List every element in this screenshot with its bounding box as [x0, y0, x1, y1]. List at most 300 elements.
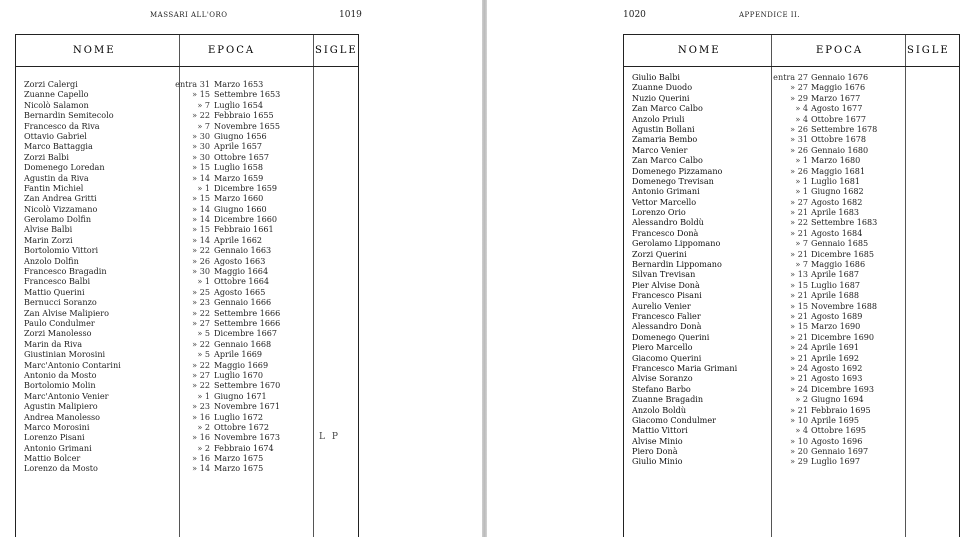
entry-day: » 1 — [197, 276, 210, 287]
entry-date: Settembre 1670 — [214, 380, 281, 391]
table-row — [624, 238, 959, 248]
entry-date: Dicembre 1660 — [214, 214, 278, 225]
entry-name: Giulio Minio — [632, 456, 683, 467]
entry-name: Marc'Antonio Contarini — [24, 359, 121, 370]
table-row — [16, 401, 358, 411]
table-row — [624, 280, 959, 290]
left-page — [0, 0, 482, 537]
entry-date: Agosto 1693 — [811, 373, 863, 384]
entry-date: Dicembre 1693 — [811, 383, 875, 394]
entry-day: » 15 — [192, 224, 210, 235]
table-row — [16, 266, 358, 276]
table-row — [624, 425, 959, 435]
table-row — [16, 370, 358, 380]
table-row — [624, 415, 959, 425]
entry-day: » 25 — [192, 286, 210, 297]
entry-date: Giugno 1656 — [214, 130, 267, 141]
entry-date: Settembre 1666 — [214, 307, 281, 318]
entry-day: » 21 — [790, 248, 808, 259]
entry-day: » 14 — [192, 234, 210, 245]
entry-name: Pier Alvise Donà — [632, 279, 700, 290]
entry-date: Aprile 1683 — [811, 207, 860, 218]
entry-day: » 7 — [197, 120, 210, 131]
entry-day: » 26 — [192, 255, 210, 266]
table-row — [16, 79, 358, 89]
entry-date: Dicembre 1690 — [811, 331, 875, 342]
entry-name: Aurelio Venier — [632, 300, 691, 311]
entry-name: Fantin Michiel — [24, 182, 84, 193]
entry-day: » 7 — [197, 99, 210, 110]
entry-date: Aprile 1687 — [811, 269, 860, 280]
entry-name: Alvise Balbi — [24, 224, 73, 235]
table-row — [16, 110, 358, 120]
table-row — [16, 183, 358, 193]
table-row — [16, 360, 358, 370]
entry-name: Mattio Bolcer — [24, 453, 81, 464]
entry-date: Agosto 1696 — [811, 435, 863, 446]
entry-name: Francesco da Riva — [24, 120, 100, 131]
entry-date: Gennaio 1685 — [811, 238, 869, 249]
entry-date: Maggio 1676 — [811, 82, 866, 93]
entry-day: » 21 — [790, 310, 808, 321]
entry-name: Bernardin Lippomano — [632, 259, 722, 270]
entry-name: Alessandro Donà — [632, 321, 702, 332]
entry-date: Aprile 1662 — [214, 234, 263, 245]
register-table — [623, 34, 960, 537]
table-row — [16, 339, 358, 349]
entry-date: Marzo 1659 — [214, 172, 264, 183]
entry-date: Maggio 1681 — [811, 165, 866, 176]
entry-day: » 5 — [197, 328, 210, 339]
entry-day: » 16 — [192, 432, 210, 443]
table-row — [16, 235, 358, 245]
entry-name: Antonio Grimani — [632, 186, 700, 197]
table-row — [624, 145, 959, 155]
entry-date: Novembre 1655 — [214, 120, 281, 131]
entry-name: Giulio Balbi — [632, 72, 681, 82]
entry-day: » 31 — [790, 134, 808, 145]
entry-date: Aprile 1657 — [214, 141, 263, 152]
entry-name: Marco Battaggia — [24, 141, 93, 152]
entry-day: » 30 — [192, 151, 210, 162]
entry-date: Aprile 1669 — [214, 349, 263, 360]
entry-date: Febbraio 1695 — [811, 404, 871, 415]
entry-name: Agustin Bollani — [632, 123, 695, 134]
table-row — [624, 72, 959, 82]
entry-name: Antonio da Mosto — [24, 369, 97, 380]
entry-name: Lorenzo Pisani — [24, 432, 85, 443]
entry-date: Giugno 1671 — [214, 390, 267, 401]
entry-date: Febbraio 1661 — [214, 224, 274, 235]
entry-name: Ottavio Gabriel — [24, 130, 87, 141]
table-row — [16, 256, 358, 266]
entry-day: » 16 — [192, 411, 210, 422]
entry-day: » 27 — [790, 82, 808, 93]
entry-name: Lorenzo Orio — [632, 207, 686, 218]
entry-day: » 21 — [790, 331, 808, 342]
entry-day: » 15 — [790, 300, 808, 311]
entry-date: Novembre 1673 — [214, 432, 281, 443]
header-nome: NOME — [678, 45, 721, 56]
entry-day: » 14 — [192, 214, 210, 225]
entry-date: Ottobre 1677 — [811, 113, 867, 124]
entry-date: Luglio 1670 — [214, 369, 263, 380]
entry-date: Agosto 1689 — [811, 310, 863, 321]
table-row — [16, 463, 358, 473]
table-row — [16, 162, 358, 172]
entry-day: » 15 — [192, 162, 210, 173]
entry-name: Nicolò Vizzamano — [24, 203, 98, 214]
entry-day: » 23 — [192, 297, 210, 308]
entry-day: » 21 — [790, 290, 808, 301]
table-row — [16, 276, 358, 286]
entry-name: Giacomo Condulmer — [632, 414, 717, 425]
entry-day: » 22 — [192, 110, 210, 121]
table-body — [624, 72, 959, 467]
entry-date: Ottobre 1657 — [214, 151, 270, 162]
header-epoca: EPOCA — [816, 45, 864, 56]
table-row — [624, 249, 959, 259]
table-row — [624, 155, 959, 165]
entry-name: Zuanne Capello — [24, 89, 89, 100]
table-row — [16, 318, 358, 328]
entry-day: » 21 — [790, 373, 808, 384]
entry-date: Marzo 1690 — [811, 321, 861, 332]
entry-day: » 1 — [795, 186, 808, 197]
entry-day: » 7 — [795, 238, 808, 249]
entry-name: Anzolo Dolfin — [24, 255, 79, 266]
entry-name: Marc'Antonio Venier — [24, 390, 109, 401]
entry-day: » 10 — [790, 435, 808, 446]
entry-day: » 24 — [790, 342, 808, 353]
entry-day: » 22 — [192, 245, 210, 256]
entry-date: Ottobre 1664 — [214, 276, 270, 287]
entry-day: » 14 — [192, 463, 210, 474]
entry-day: » 21 — [790, 352, 808, 363]
table-row — [16, 245, 358, 255]
table-row — [16, 412, 358, 422]
table-row — [624, 405, 959, 415]
table-row — [624, 93, 959, 103]
table-row — [624, 373, 959, 383]
table-row — [16, 453, 358, 463]
entry-date: Gennaio 1680 — [811, 144, 869, 155]
entry-day: » 5 — [197, 349, 210, 360]
entry-day: » 15 — [192, 193, 210, 204]
entry-name: Lorenzo da Mosto — [24, 463, 98, 474]
entry-name: Alessandro Boldù — [632, 217, 704, 228]
table-row — [624, 228, 959, 238]
entry-date: Novembre 1688 — [811, 300, 878, 311]
entry-day: » 20 — [790, 446, 808, 457]
table-row — [16, 432, 358, 442]
entry-date: Marzo 1680 — [811, 155, 861, 166]
entry-name: Zorzi Querini — [632, 248, 687, 259]
table-row — [16, 224, 358, 234]
table-row — [16, 297, 358, 307]
table-row — [624, 321, 959, 331]
entry-day: » 7 — [795, 259, 808, 270]
entry-day: » 30 — [192, 266, 210, 277]
entry-day: » 4 — [795, 103, 808, 114]
entry-name: Marco Morosini — [24, 421, 90, 432]
entry-day: » 1 — [795, 155, 808, 166]
entry-day: » 10 — [790, 414, 808, 425]
entry-day: » 21 — [790, 207, 808, 218]
table-row — [624, 207, 959, 217]
entry-date: Gennaio 1663 — [214, 245, 272, 256]
entry-day: » 2 — [197, 421, 210, 432]
entry-name: Zamaria Bembo — [632, 134, 698, 145]
table-row — [624, 436, 959, 446]
entry-day: » 26 — [790, 165, 808, 176]
entry-name: Mattio Querini — [24, 286, 85, 297]
table-row — [624, 217, 959, 227]
entry-day: » 26 — [790, 123, 808, 134]
entry-name: Domenego Pizzamano — [632, 165, 723, 176]
entry-name: Marin da Riva — [24, 338, 83, 349]
entry-name: Antonio Grimani — [24, 442, 92, 453]
entry-date: Novembre 1671 — [214, 401, 281, 412]
entry-name: Agustin Malipiero — [24, 401, 98, 412]
table-row — [624, 186, 959, 196]
entry-day: » 29 — [790, 92, 808, 103]
entry-day: » 14 — [192, 172, 210, 183]
entry-name: Marin Zorzi — [24, 234, 73, 245]
table-row — [624, 124, 959, 134]
entry-name: Bortolomio Molin — [24, 380, 96, 391]
entry-date: Marzo 1675 — [214, 463, 264, 474]
entry-name: Vettor Marcello — [632, 196, 697, 207]
entry-date: Aprile 1695 — [811, 414, 860, 425]
table-row — [16, 131, 358, 141]
table-row — [624, 134, 959, 144]
entry-date: Maggio 1669 — [214, 359, 269, 370]
entry-date: Agosto 1663 — [214, 255, 266, 266]
table-body — [16, 79, 358, 474]
table-row — [16, 141, 358, 151]
entry-date: Agosto 1684 — [811, 227, 863, 238]
entry-name: Francesco Pisani — [632, 290, 702, 301]
table-row — [16, 173, 358, 183]
table-row — [16, 100, 358, 110]
table-row — [624, 176, 959, 186]
table-row — [16, 443, 358, 453]
entry-date: Dicembre 1685 — [811, 248, 875, 259]
entry-date: Ottobre 1695 — [811, 425, 867, 436]
entry-day: » 15 — [790, 279, 808, 290]
header-sigle: SIGLE — [315, 45, 358, 56]
entry-day: » 21 — [790, 227, 808, 238]
entry-day: » 22 — [790, 217, 808, 228]
table-row — [16, 391, 358, 401]
entry-date: Aprile 1691 — [811, 342, 860, 353]
entry-name: Zan Marco Calbo — [632, 103, 703, 114]
entry-day: » 22 — [192, 338, 210, 349]
entry-name: Zan Alvise Malipiero — [24, 307, 109, 318]
entry-name: Zan Andrea Gritti — [24, 193, 97, 204]
entry-name: Bortolomio Vittori — [24, 245, 99, 256]
entry-name: Anzolo Priuli — [632, 113, 685, 124]
entry-date: Dicembre 1659 — [214, 182, 278, 193]
entry-date: Marzo 1653 — [214, 79, 264, 89]
entry-date: Aprile 1692 — [811, 352, 860, 363]
entry-name: Zorzi Manolesso — [24, 328, 92, 339]
table-row — [16, 308, 358, 318]
entry-name: Francesco Balbi — [24, 276, 91, 287]
entry-name: Piero Donà — [632, 446, 678, 457]
table-row — [624, 446, 959, 456]
entry-date: Gennaio 1666 — [214, 297, 272, 308]
entry-name: Giustinian Morosini — [24, 349, 106, 360]
entry-day: » 2 — [197, 442, 210, 453]
entry-date: Dicembre 1667 — [214, 328, 278, 339]
entry-name: Francesco Bragadin — [24, 266, 107, 277]
entry-name: Nuzio Querini — [632, 92, 690, 103]
entry-name: Domenego Trevisan — [632, 175, 714, 186]
entry-date: Giugno 1694 — [811, 394, 864, 405]
entry-name: Paulo Condulmer — [24, 317, 95, 328]
entry-name: Francesco Maria Grimani — [632, 362, 738, 373]
table-row — [16, 121, 358, 131]
entry-date: Ottobre 1678 — [811, 134, 867, 145]
entry-date: Luglio 1687 — [811, 279, 860, 290]
entry-day: » 1 — [197, 390, 210, 401]
entry-date: Maggio 1664 — [214, 266, 269, 277]
entry-day: » 23 — [192, 401, 210, 412]
entry-day: » 27 — [192, 317, 210, 328]
header-nome: NOME — [73, 45, 116, 56]
entry-day: » 13 — [790, 269, 808, 280]
entry-date: Febbraio 1655 — [214, 110, 274, 121]
entry-day: » 21 — [790, 404, 808, 415]
entry-day: » 16 — [192, 453, 210, 464]
entry-date: Agosto 1692 — [811, 362, 863, 373]
entry-day: » 2 — [795, 394, 808, 405]
entry-name: Giacomo Querini — [632, 352, 702, 363]
entry-name: Anzolo Boldù — [632, 404, 687, 415]
entry-name: Zuanne Bragadin — [632, 394, 704, 405]
table-row — [624, 394, 959, 404]
table-row — [624, 332, 959, 342]
table-row — [16, 152, 358, 162]
entry-date: Settembre 1678 — [811, 123, 878, 134]
table-row — [624, 342, 959, 352]
table-row — [624, 269, 959, 279]
entry-name: Domenego Loredan — [24, 162, 105, 173]
table-row — [624, 384, 959, 394]
entry-day: entra 27 — [773, 72, 808, 82]
entry-day: » 24 — [790, 362, 808, 373]
entry-day: » 26 — [790, 144, 808, 155]
table-row — [16, 204, 358, 214]
entry-day: » 27 — [192, 369, 210, 380]
entry-name: Nicolò Salamon — [24, 99, 89, 110]
table-row — [16, 193, 358, 203]
entry-name: Gerolamo Dolfin — [24, 214, 92, 225]
table-header — [16, 35, 358, 67]
entry-name: Alvise Soranzo — [632, 373, 693, 384]
entry-sigle: L P — [319, 432, 340, 443]
entry-name: Agustin da Riva — [24, 172, 89, 183]
entry-name: Piero Marcello — [632, 342, 693, 353]
entry-day: » 4 — [795, 113, 808, 124]
table-row — [624, 103, 959, 113]
entry-day: » 30 — [192, 130, 210, 141]
table-row — [16, 214, 358, 224]
table-row — [624, 82, 959, 92]
entry-date: Giugno 1682 — [811, 186, 864, 197]
entry-date: Ottobre 1672 — [214, 421, 270, 432]
table-row — [624, 353, 959, 363]
entry-date: Maggio 1686 — [811, 259, 866, 270]
table-row — [624, 197, 959, 207]
entry-name: Zorzi Calergi — [24, 79, 78, 89]
entry-day: » 15 — [192, 89, 210, 100]
header-epoca: EPOCA — [208, 45, 256, 56]
entry-name: Bernucci Soranzo — [24, 297, 97, 308]
entry-name: Zan Marco Calbo — [632, 155, 703, 166]
entry-date: Agosto 1682 — [811, 196, 863, 207]
page-number: 1019 — [339, 10, 362, 20]
entry-day: » 27 — [790, 196, 808, 207]
entry-date: Settembre 1666 — [214, 317, 281, 328]
entry-date: Marzo 1675 — [214, 453, 264, 464]
entry-date: Agosto 1665 — [214, 286, 266, 297]
entry-date: Agosto 1677 — [811, 103, 863, 114]
entry-date: Luglio 1697 — [811, 456, 860, 467]
entry-day: » 30 — [192, 141, 210, 152]
table-row — [16, 89, 358, 99]
entry-date: Gennaio 1676 — [811, 72, 869, 82]
entry-name: Francesco Falier — [632, 310, 701, 321]
entry-name: Andrea Manolesso — [24, 411, 101, 422]
header-sigle: SIGLE — [907, 45, 950, 56]
entry-day: entra 31 — [175, 79, 210, 89]
table-row — [16, 380, 358, 390]
table-row — [624, 259, 959, 269]
entry-name: Domenego Querini — [632, 331, 710, 342]
entry-name: Zuanne Duodo — [632, 82, 693, 93]
entry-day: » 22 — [192, 307, 210, 318]
table-row — [16, 287, 358, 297]
page-number: 1020 — [623, 10, 646, 20]
entry-day: » 14 — [192, 203, 210, 214]
table-row — [624, 311, 959, 321]
entry-date: Gennaio 1668 — [214, 338, 272, 349]
table-row — [624, 456, 959, 466]
entry-date: Marzo 1660 — [214, 193, 264, 204]
table-row — [624, 290, 959, 300]
entry-date: Settembre 1653 — [214, 89, 281, 100]
entry-date: Giugno 1660 — [214, 203, 267, 214]
right-page — [487, 0, 975, 537]
table-row — [16, 328, 358, 338]
entry-day: » 1 — [197, 182, 210, 193]
entry-name: Bernardin Semitecolo — [24, 110, 114, 121]
entry-day: » 1 — [795, 175, 808, 186]
entry-name: Zorzi Balbi — [24, 151, 69, 162]
entry-date: Luglio 1654 — [214, 99, 263, 110]
entry-date: Febbraio 1674 — [214, 442, 274, 453]
entry-day: » 22 — [192, 359, 210, 370]
entry-date: Gennaio 1697 — [811, 446, 869, 457]
entry-date: Marzo 1677 — [811, 92, 861, 103]
entry-day: » 22 — [192, 380, 210, 391]
entry-name: Alvise Minio — [632, 435, 683, 446]
running-head: MASSARI ALL'ORO — [150, 11, 228, 19]
entry-date: Luglio 1681 — [811, 175, 860, 186]
